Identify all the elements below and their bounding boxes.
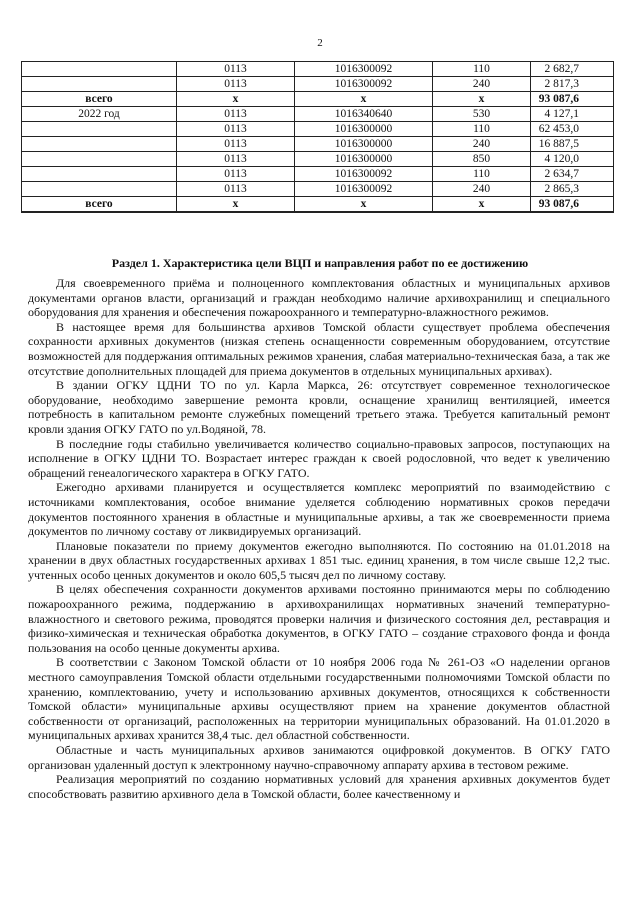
table-cell xyxy=(22,167,177,182)
table-cell: x xyxy=(295,92,433,107)
table-cell xyxy=(22,62,177,77)
table-cell: x xyxy=(177,197,295,213)
table-cell: 62 453,0 xyxy=(531,122,614,137)
table-cell: 0113 xyxy=(177,182,295,197)
table-row xyxy=(22,62,614,77)
table-cell: 1016300092 xyxy=(295,182,433,197)
table-cell: 1016300092 xyxy=(295,167,433,182)
table-cell: 2022 год xyxy=(22,107,177,122)
paragraph: Плановые показатели по приему документов ежегодно выполняются. По состоянию на 01.01.2018 на хранении в двух областных государственных архивах 1 851 тыс. единиц хранения, в том числе свыше 12,2 тыс. учтенных особо ценных документов и около 605,5 тысяч дел по личному составу. xyxy=(28,538,610,582)
paragraph: В соответствии с Законом Томской области от 10 ноября 2006 года № 261-ОЗ «О наделении органов местного самоуправления Томской области отдельными государственными полномочиями Томской области по хранению, комплектованию, учету и использованию архивных документов, относящихся к собственности Томской области» муниципальные архивы осуществляют прием на хранение документов областной собственности от организаций, расположенных на территории муниципальных образований. На 01.01.2020 в муниципальных архивах хранится 38,4 тыс. дел областной собственности. xyxy=(28,655,610,743)
table-cell: 1016340640 xyxy=(295,107,433,122)
table-cell: 2 817,3 xyxy=(531,77,614,92)
table-cell: 240 xyxy=(433,77,531,92)
table-cell xyxy=(22,152,177,167)
table-cell: x xyxy=(433,197,531,213)
table-cell: 110 xyxy=(433,167,531,182)
page-number: 2 xyxy=(317,37,323,49)
table-cell: 0113 xyxy=(177,152,295,167)
table-cell: 2 634,7 xyxy=(531,167,614,182)
table-row xyxy=(22,167,614,182)
table-cell: 0113 xyxy=(177,77,295,92)
table-cell: 93 087,6 xyxy=(531,197,614,213)
budget-table xyxy=(21,61,614,213)
table-row xyxy=(22,107,614,122)
paragraph: В настоящее время для большинства архивов Томской области существует проблема обеспечения сохранности архивных документов (низкая степень оснащенности современным оборудованием, отсутствие возможностей для поддержания оптимальных режимов хранения, слабая материально-техническая база, а так же отсутствие дополнительных площадей для приема документов в отдельных муниципальных архивах). xyxy=(28,319,610,378)
table-cell: 4 127,1 xyxy=(531,107,614,122)
table-total-row xyxy=(22,197,614,213)
table-cell: 16 887,5 xyxy=(531,137,614,152)
table-cell xyxy=(22,182,177,197)
table-cell: 0113 xyxy=(177,137,295,152)
table-cell: 110 xyxy=(433,122,531,137)
table-cell: 1016300000 xyxy=(295,137,433,152)
table-cell: 0113 xyxy=(177,122,295,137)
table-cell: 1016300000 xyxy=(295,152,433,167)
table-cell: x xyxy=(433,92,531,107)
table-cell: 240 xyxy=(433,137,531,152)
table-row xyxy=(22,77,614,92)
table-row xyxy=(22,182,614,197)
table-cell: x xyxy=(295,197,433,213)
table-cell: 1016300092 xyxy=(295,62,433,77)
table-cell: всего xyxy=(22,92,177,107)
table-cell: 0113 xyxy=(177,167,295,182)
table-row xyxy=(22,152,614,167)
table-cell: 1016300000 xyxy=(295,122,433,137)
table-row xyxy=(22,137,614,152)
paragraph: Для своевременного приёма и полноценного комплектования областных и муниципальных архивов документами органов власти, организаций и граждан необходимо наличие архивохранилищ и специального оборудования для хранения и обеспечения пожароохранного и температурно-влажностного режимов. xyxy=(28,276,610,320)
table-cell: 0113 xyxy=(177,107,295,122)
paragraph: Реализация мероприятий по созданию нормативных условий для хранения архивных документов будет способствовать развитию архивного дела в Томской области, более качественному и xyxy=(28,772,610,801)
table-cell: 0113 xyxy=(177,62,295,77)
table-cell xyxy=(22,122,177,137)
section-title: Раздел 1. Характеристика цели ВЦП и направления работ по ее достижению xyxy=(111,256,529,270)
table-cell: всего xyxy=(22,197,177,213)
body-text xyxy=(28,276,610,801)
table-cell: 4 120,0 xyxy=(531,152,614,167)
paragraph: В целях обеспечения сохранности документов архивами постоянно принимаются меры по соблюдению пожароохранного режима, поддержанию в архивохранилищах нормативных значений температурно-влажностного и светового режима, проводятся проверки наличия и физического состояния дел, реставрация и физико-химическая и техническая обработка документов, в ОГКУ ГАТО – создание страхового фонда и фонда пользования на особо ценные документы архива. xyxy=(28,582,610,655)
table-cell: 93 087,6 xyxy=(531,92,614,107)
table-cell: 530 xyxy=(433,107,531,122)
table-cell: 110 xyxy=(433,62,531,77)
table-cell xyxy=(22,137,177,152)
paragraph: Областные и часть муниципальных архивов занимаются оцифровкой документов. В ОГКУ ГАТО организован удаленный доступ к электронному научно-справочному аппарату архива в тестовом режиме. xyxy=(28,743,610,772)
paragraph: В последние годы стабильно увеличивается количество социально-правовых запросов, поступающих на исполнение в ОГКУ ЦДНИ ТО. Возрастает интерес граждан к своей родословной, что ведет к увеличению обращений генеалогического характера в ОГКУ ГАТО. xyxy=(28,436,610,480)
paragraph: Ежегодно архивами планируется и осуществляется комплекс мероприятий по взаимодействию с источниками комплектования, особое внимание уделяется соблюдению нормативных сроков передачи документов постоянного хранения в областные и муниципальные архивы, а так же своевременности приема документов по личному составу от ликвидируемых организаций. xyxy=(28,480,610,539)
table-row xyxy=(22,122,614,137)
table-cell: 850 xyxy=(433,152,531,167)
paragraph: В здании ОГКУ ЦДНИ ТО по ул. Карла Маркса, 26: отсутствует современное технологическое оборудование, необходимо завершение ремонта кровли, оснащение хранилищ вентиляцией, имеется потребность в капитальном ремонте служебных помещений третьего этажа. Требуется капитальный ремонт кровли здания ОГКУ ГАТО по ул.Водяной, 78. xyxy=(28,378,610,436)
table-cell: 2 865,3 xyxy=(531,182,614,197)
table-cell: 1016300092 xyxy=(295,77,433,92)
table-cell: 2 682,7 xyxy=(531,62,614,77)
table-cell: 240 xyxy=(433,182,531,197)
table-cell: x xyxy=(177,92,295,107)
table-cell xyxy=(22,77,177,92)
table-total-row xyxy=(22,92,614,107)
